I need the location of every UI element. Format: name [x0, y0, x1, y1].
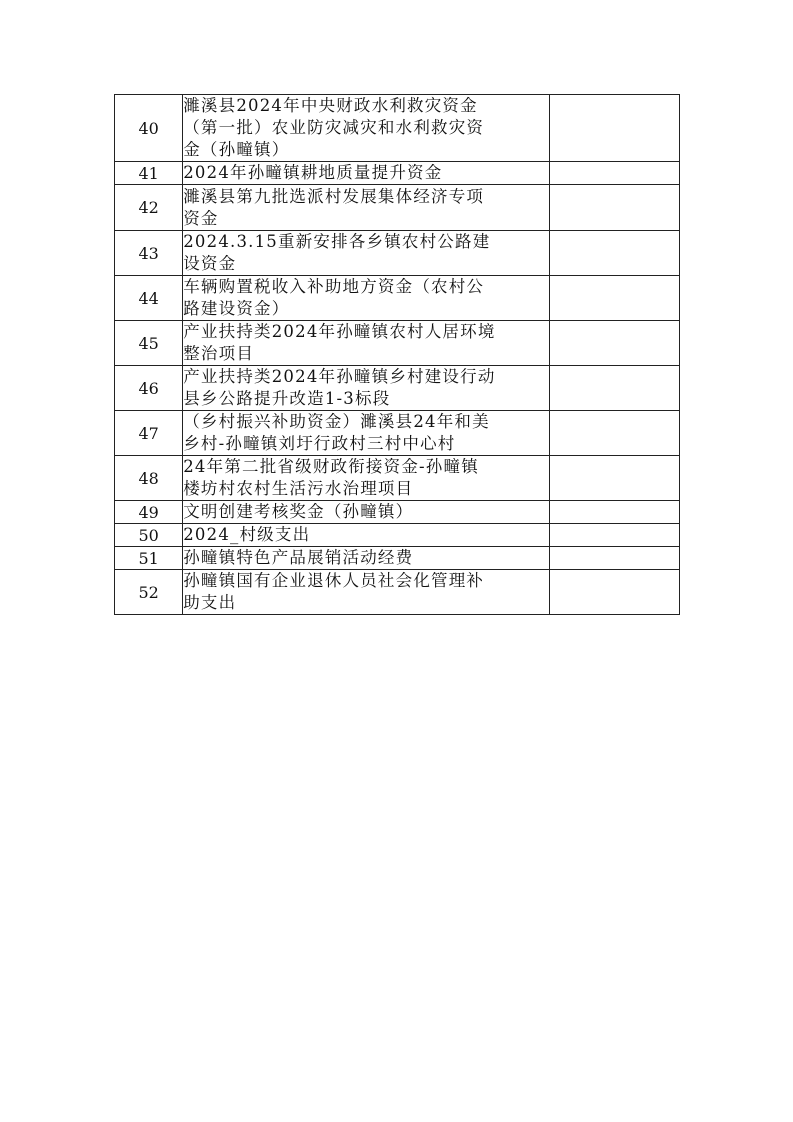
table-row	[115, 570, 680, 615]
project-table	[114, 94, 680, 615]
row-number: 49	[115, 501, 183, 524]
row-remark	[549, 501, 679, 524]
project-name: 2024年孙疃镇耕地质量提升资金	[183, 162, 549, 185]
row-number: 42	[115, 185, 183, 231]
row-number: 45	[115, 321, 183, 366]
row-number: 47	[115, 411, 183, 456]
table-row	[115, 456, 680, 501]
table-row	[115, 276, 680, 321]
project-name: 濉溪县第九批选派村发展集体经济专项 资金	[183, 185, 549, 231]
row-remark	[549, 95, 679, 162]
table-row	[115, 411, 680, 456]
row-remark	[549, 321, 679, 366]
row-number: 44	[115, 276, 183, 321]
project-name: 孙疃镇国有企业退休人员社会化管理补 助支出	[183, 570, 549, 615]
project-name: 2024.3.15重新安排各乡镇农村公路建 设资金	[183, 231, 549, 276]
table-row	[115, 547, 680, 570]
table-row	[115, 366, 680, 411]
row-number: 40	[115, 95, 183, 162]
row-number: 51	[115, 547, 183, 570]
row-remark	[549, 231, 679, 276]
project-name: （乡村振兴补助资金）濉溪县24年和美 乡村-孙疃镇刘圩行政村三村中心村	[183, 411, 549, 456]
row-remark	[549, 547, 679, 570]
row-remark	[549, 411, 679, 456]
row-remark	[549, 162, 679, 185]
table-row	[115, 321, 680, 366]
project-name: 产业扶持类2024年孙疃镇农村人居环境 整治项目	[183, 321, 549, 366]
row-number: 41	[115, 162, 183, 185]
table-row	[115, 231, 680, 276]
row-number: 48	[115, 456, 183, 501]
project-name: 濉溪县2024年中央财政水利救灾资金 （第一批）农业防灾减灾和水利救灾资 金（孙疃镇）	[183, 95, 549, 162]
row-remark	[549, 185, 679, 231]
row-remark	[549, 366, 679, 411]
row-remark	[549, 570, 679, 615]
row-number: 50	[115, 524, 183, 547]
project-name: 文明创建考核奖金（孙疃镇）	[183, 501, 549, 524]
row-remark	[549, 276, 679, 321]
row-number: 46	[115, 366, 183, 411]
row-number: 52	[115, 570, 183, 615]
table-row	[115, 185, 680, 231]
table-row	[115, 95, 680, 162]
row-remark	[549, 524, 679, 547]
table-row	[115, 162, 680, 185]
project-name: 孙疃镇特色产品展销活动经费	[183, 547, 549, 570]
row-number: 43	[115, 231, 183, 276]
project-name: 2024_村级支出	[183, 524, 549, 547]
project-name: 车辆购置税收入补助地方资金（农村公 路建设资金）	[183, 276, 549, 321]
table-row	[115, 501, 680, 524]
row-remark	[549, 456, 679, 501]
project-name: 24年第二批省级财政衔接资金-孙疃镇 楼坊村农村生活污水治理项目	[183, 456, 549, 501]
table-row	[115, 524, 680, 547]
project-name: 产业扶持类2024年孙疃镇乡村建设行动 县乡公路提升改造1-3标段	[183, 366, 549, 411]
